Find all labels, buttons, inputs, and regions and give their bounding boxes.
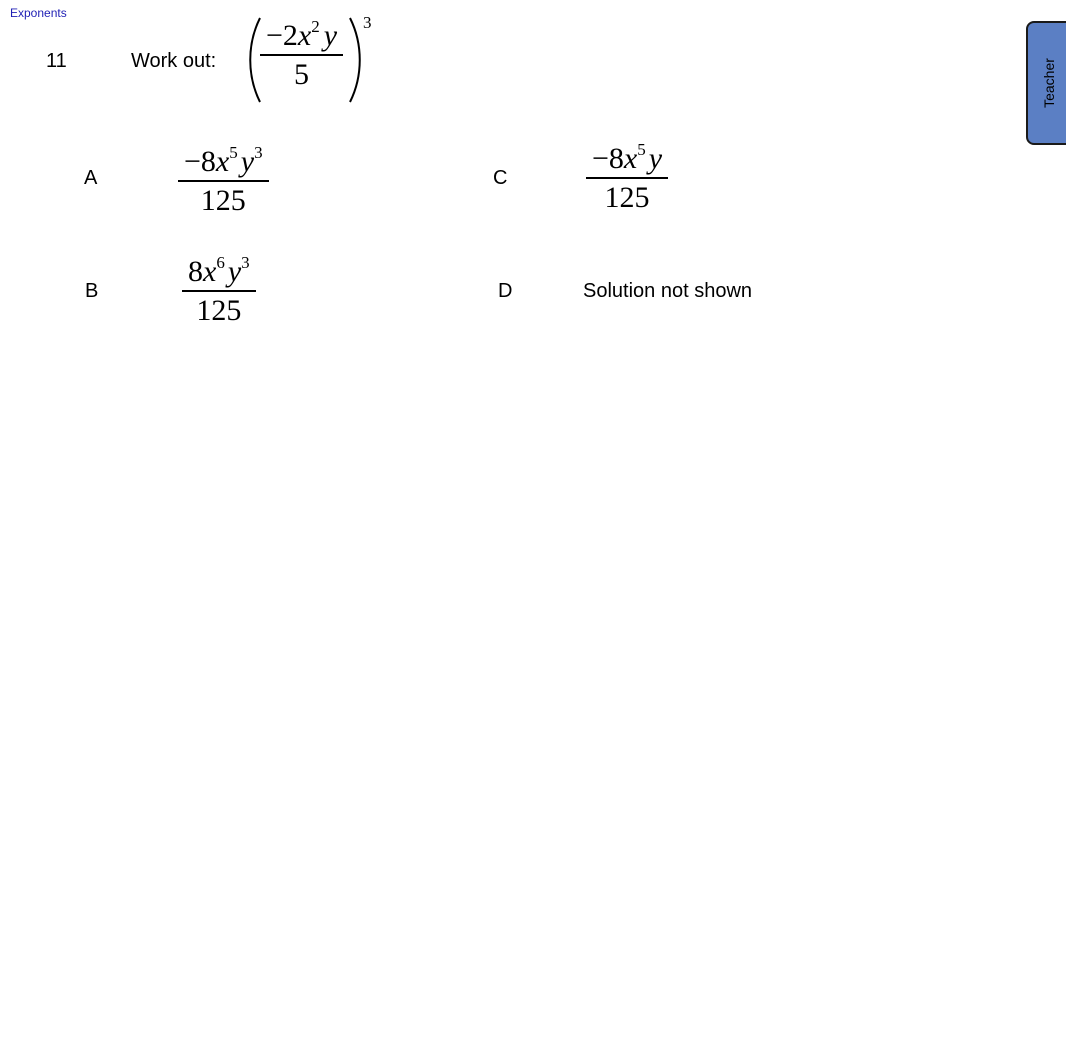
question-var-x: x: [297, 19, 312, 52]
question-outer-exponent: 3: [363, 13, 372, 32]
option-a-var-y: y: [240, 145, 255, 178]
topic-label: Exponents: [10, 6, 67, 20]
option-b-var-y: y: [227, 255, 242, 288]
option-b-coefficient: 8: [188, 255, 203, 288]
question-expression: [246, 14, 386, 106]
option-a-exp-y: 3: [254, 143, 263, 162]
question-number: 11: [46, 50, 67, 72]
option-a-denominator: 125: [200, 184, 246, 217]
option-b-denominator: 125: [196, 294, 242, 327]
option-b-exp-y: 3: [241, 253, 250, 272]
question-prompt: Work out:: [131, 50, 217, 72]
option-a-fraction[interactable]: [178, 144, 269, 220]
option-a-exp-x: 5: [229, 143, 238, 162]
option-c-exp-x: 5: [637, 140, 646, 159]
option-a-var-x: x: [215, 145, 230, 178]
option-c-var-y: y: [648, 142, 663, 175]
teacher-tab[interactable]: [1026, 21, 1066, 145]
option-c-fraction[interactable]: [586, 141, 668, 217]
option-c-label[interactable]: C: [493, 167, 508, 189]
option-c-denominator: 125: [604, 181, 650, 214]
option-b-exp-x: 6: [216, 253, 225, 272]
option-b-fraction[interactable]: [182, 254, 256, 330]
option-a-coefficient: −8: [184, 145, 216, 178]
option-c-var-x: x: [623, 142, 638, 175]
question-exp-x: 2: [311, 17, 320, 36]
option-a-label[interactable]: A: [84, 167, 98, 189]
teacher-tab-label: Teacher: [1041, 58, 1057, 108]
option-c-coefficient: −8: [592, 142, 624, 175]
option-b-var-x: x: [203, 255, 217, 288]
question-fraction: [260, 18, 343, 94]
question-denominator: 5: [294, 58, 310, 91]
question-coefficient: −2: [266, 19, 298, 52]
option-d-text[interactable]: Solution not shown: [583, 280, 753, 302]
question-var-y: y: [323, 19, 338, 52]
option-b-label[interactable]: B: [85, 280, 99, 302]
option-d-label[interactable]: D: [498, 280, 513, 302]
